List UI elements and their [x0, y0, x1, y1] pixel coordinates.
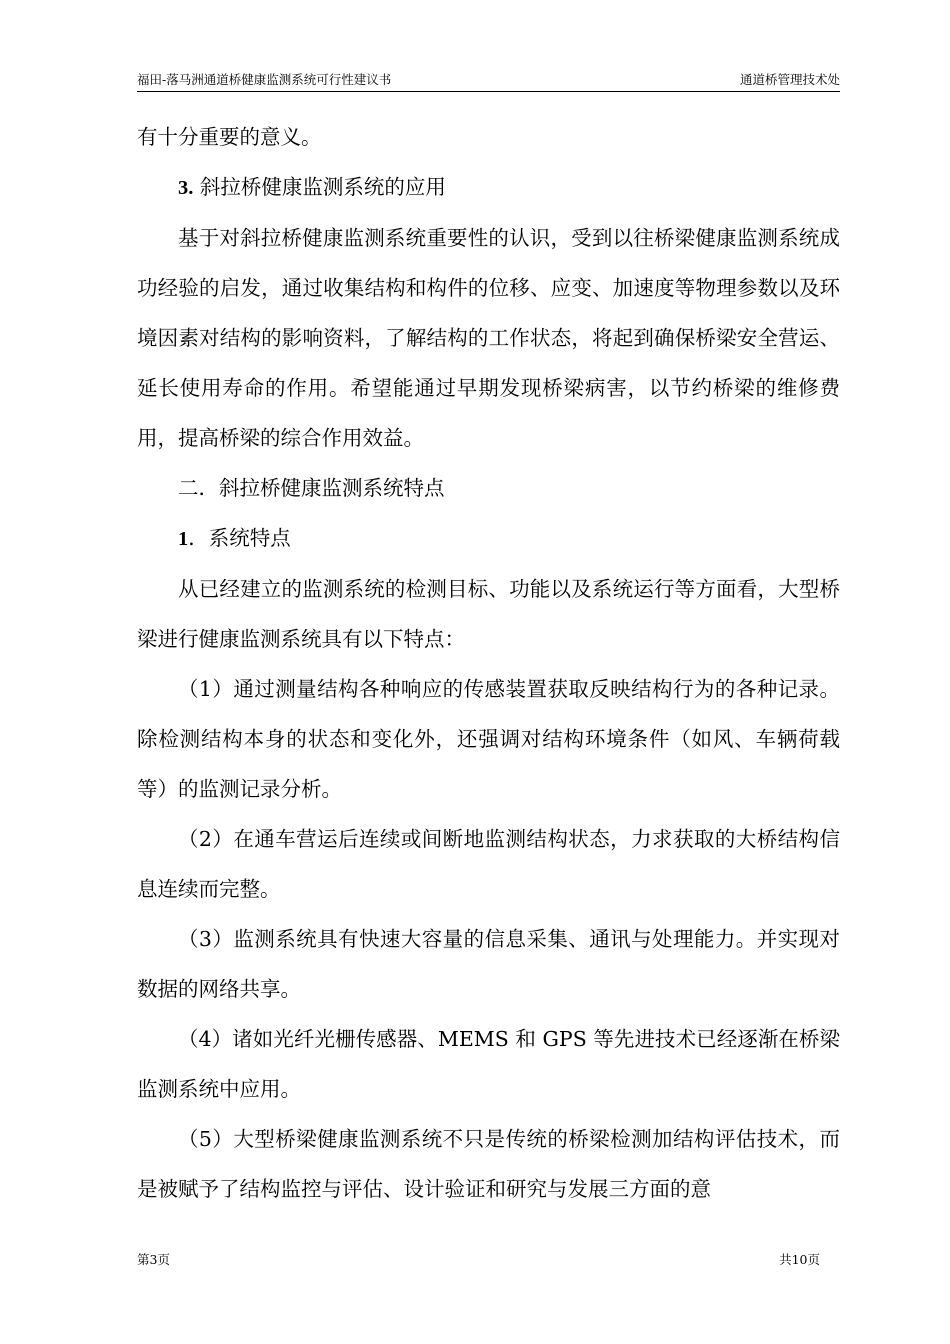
- chapter-heading-2: 二．斜拉桥健康监测系统特点: [178, 476, 445, 500]
- list-item-1: （1）通过测量结构各种响应的传感装置获取反映结构行为的各种记录。除检测结构本身的状态和变化外，还强调对结构环境条件（如风、车辆荷载等）的监测记录分析。: [137, 677, 840, 801]
- section-heading-1: [137, 513, 840, 564]
- header-department: 通道桥管理技术处: [739, 72, 840, 87]
- header-divider: [137, 91, 840, 92]
- list-item-5: （5）大型桥梁健康监测系统不只是传统的桥梁检测加结构评估技术，而是被赋予了结构监控与评估、设计验证和研究与发展三方面的意: [137, 1127, 840, 1201]
- paragraph-application: 基于对斜拉桥健康监测系统重要性的认识，受到以往桥梁健康监测系统成功经验的启发，通过收集结构和构件的位移、应变、加速度等物理参数以及环境因素对结构的影响资料，了解结构的工作状态，将起到确保桥梁安全营运、延长使用寿命的作用。希望能通过早期发现桥梁病害，以节约桥梁的维修费用，提高桥梁的综合作用效益。: [137, 226, 840, 450]
- list-item-2: （2）在通车营运后连续或间断地监测结构状态，力求获取的大桥结构信息连续而完整。: [137, 827, 840, 901]
- heading-text: ．系统特点: [188, 526, 291, 550]
- page-body: [137, 112, 840, 1214]
- list-item-4: （4）诸如光纤光栅传感器、MEMS 和 GPS 等先进技术已经逐渐在桥梁监测系统中应用。: [137, 1027, 840, 1101]
- page-header: [137, 72, 840, 88]
- list-item-3: （3）监测系统具有快速大容量的信息采集、通讯与处理能力。并实现对数据的网络共享。: [137, 927, 840, 1001]
- total-pages: 共10页: [779, 1252, 820, 1267]
- heading-text: 斜拉桥健康监测系统的应用: [193, 175, 446, 199]
- paragraph-features-intro: 从已经建立的监测系统的检测目标、功能以及系统运行等方面看，大型桥梁进行健康监测系统具有以下特点：: [137, 577, 840, 651]
- section-heading-3: [137, 162, 840, 213]
- header-document-title: 福田-落马洲通道桥健康监测系统可行性建议书: [137, 72, 392, 87]
- page-number: 第3页: [137, 1252, 170, 1267]
- heading-number: 1: [178, 528, 189, 550]
- paragraph-continuation: 有十分重要的意义。: [137, 125, 322, 149]
- heading-number: 3.: [178, 177, 194, 199]
- page-footer: [137, 1252, 820, 1268]
